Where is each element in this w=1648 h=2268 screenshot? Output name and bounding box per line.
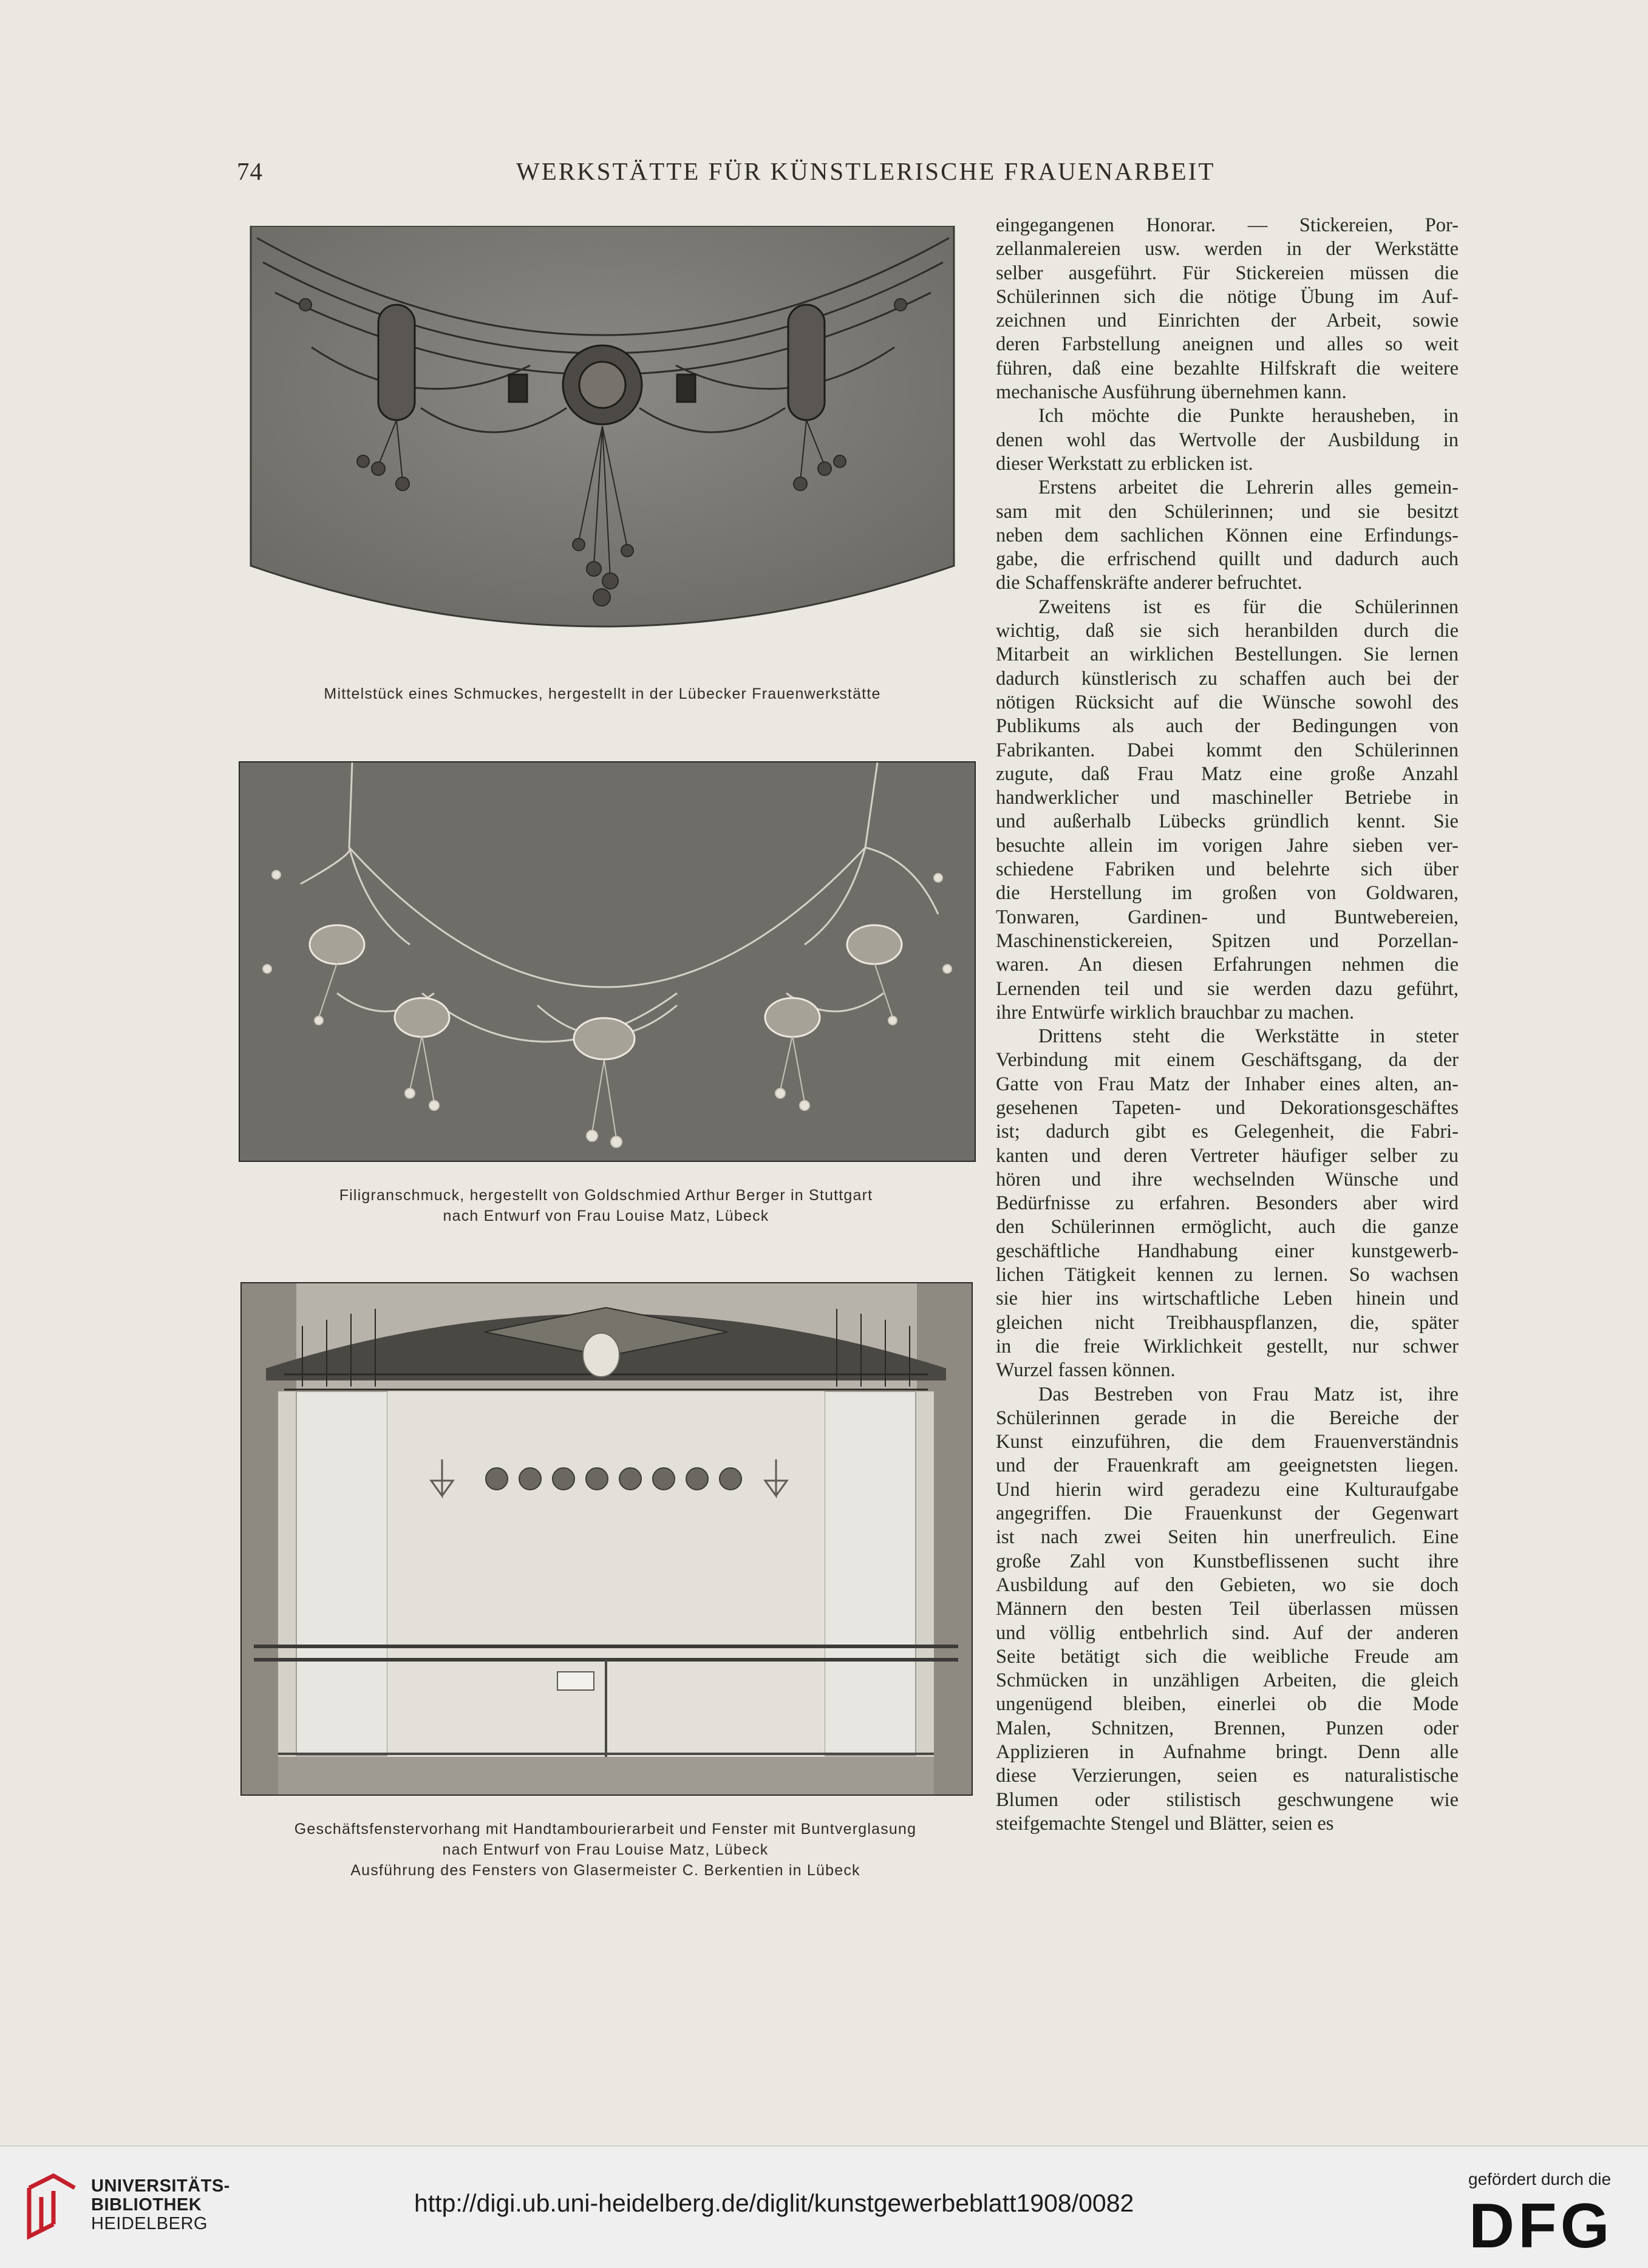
body-text-line: gleichen nicht Treibhauspflanzen, die, später <box>996 1311 1459 1334</box>
caption-line: nach Entwurf von Frau Louise Matz, Lübeck <box>442 1841 769 1858</box>
body-text-line: zellanmalereien usw. werden in der Werkstätte <box>996 238 1459 260</box>
digitization-footer <box>0 2145 1648 2268</box>
jewellery-photo <box>239 226 966 653</box>
library-name <box>91 2177 230 2233</box>
dfg-logo-icon <box>1466 2196 1624 2252</box>
caption-line: Geschäftsfenstervorhang mit Handtambourierarbeit und Fenster mit Buntverglasung <box>294 1821 917 1838</box>
body-text-line: besuchte allein im vorigen Jahre sieben ver- <box>996 834 1459 857</box>
body-text-line: dadurch künstlerisch zu schaffen auch bei der <box>996 667 1459 690</box>
library-name-line: BIBLIOTHEK <box>91 2195 202 2215</box>
dfg-logo-text: DFG <box>1469 2196 1613 2252</box>
figure-filigree-necklace <box>239 761 976 1162</box>
library-name-line: UNIVERSITÄTS- <box>91 2176 230 2196</box>
body-text-line: Mitarbeit an wirklichen Bestellungen. Sie lernen <box>996 643 1459 666</box>
body-text-line: dieser Werkstatt zu erblicken ist. <box>996 452 1253 475</box>
body-text-line: die Herstellung im großen von Goldwaren, <box>996 882 1459 905</box>
figure-caption-1 <box>239 684 966 704</box>
body-text-line: Schülerinnen gerade in die Bereiche der <box>996 1407 1459 1429</box>
body-text-line: kanten und deren Vertreter häufiger selber zu <box>996 1144 1459 1167</box>
figure-shop-window <box>240 1282 973 1796</box>
body-text-line: gabe, die erfrischend quillt und dadurch auch <box>996 548 1459 571</box>
body-text-line: diese Verzierungen, seien es naturalistische <box>996 1765 1459 1787</box>
body-text-line: Männern den besten Teil überlassen müssen <box>996 1598 1459 1620</box>
caption-line: nach Entwurf von Frau Louise Matz, Lübeck <box>443 1207 769 1224</box>
university-library-logo-icon <box>17 2170 84 2243</box>
body-text-line: Lernenden teil und sie werden dazu geführt, <box>996 977 1459 1000</box>
caption-line: Ausführung des Fensters von Glasermeister C. Berkentien in Lübeck <box>350 1862 860 1879</box>
article-body-column <box>996 214 1459 1836</box>
body-text-line: zugute, daß Frau Matz eine große Anzahl <box>996 762 1459 785</box>
body-text-line: den Schülerinnen ermöglicht, auch die ganze <box>996 1216 1459 1238</box>
body-text-line: Wurzel fassen können. <box>996 1359 1176 1382</box>
body-text-line: ist nach zwei Seiten hin unerfreulich. Eine <box>996 1526 1459 1549</box>
shop-window-photo <box>242 1283 972 1794</box>
body-text-line: Zweitens ist es für die Schülerinnen <box>1038 596 1459 618</box>
body-text-line: Gatte von Frau Matz der Inhaber eines alten, an- <box>996 1073 1459 1095</box>
permalink-url[interactable]: http://digi.ub.uni-heidelberg.de/diglit/kunstgewerbeblatt1908/0082 <box>414 2189 1134 2217</box>
body-text-line: gesehenen Tapeten- und Dekorationsgeschäftes <box>996 1096 1459 1119</box>
body-text-line: Publikums als auch der Bedingungen von <box>996 715 1459 738</box>
body-text-line: ungenügend bleiben, einerlei ob die Mode <box>996 1693 1459 1716</box>
body-text-line: Schmücken in unzähligen Arbeiten, die gleich <box>996 1669 1459 1692</box>
body-text-line: Blumen oder stilistisch geschwungene wie <box>996 1788 1459 1811</box>
body-text-line: Malen, Schnitzen, Brennen, Punzen oder <box>996 1717 1459 1739</box>
body-text-line: Schülerinnen sich die nötige Übung im Auf- <box>996 285 1459 308</box>
body-text-line: in die freie Wirklichkeit gestellt, nur schwer <box>996 1335 1459 1357</box>
figure-caption-3 <box>240 1819 970 1881</box>
body-text-line: Und hierin wird geradezu eine Kulturaufgabe <box>996 1478 1459 1501</box>
running-title: WERKSTÄTTE FÜR KÜNSTLERISCHE FRAUENARBEIT <box>516 157 1216 185</box>
body-text-line: schiedene Fabriken und belehrte sich über <box>996 858 1459 881</box>
body-text-line: steifgemachte Stengel und Blätter, seien es <box>996 1812 1334 1835</box>
body-text-line: Seite betätigt sich die weibliche Freude am <box>996 1645 1459 1668</box>
body-text-line: Kunst einzuführen, die dem Frauenverständnis <box>996 1431 1459 1453</box>
body-text-line: deren Farbstellung aneignen und alles so weit <box>996 333 1459 356</box>
page-number: 74 <box>237 157 263 185</box>
body-text-line: handwerklicher und maschineller Betriebe in <box>996 787 1459 809</box>
body-text-line: Ich möchte die Punkte herausheben, in <box>1038 405 1459 427</box>
body-text-line: wichtig, daß sie sich heranbilden durch die <box>996 620 1459 642</box>
body-text-line: Verbindung mit einem Geschäftsgang, da der <box>996 1049 1459 1071</box>
body-text-line: und völlig entbehrlich sind. Auf der anderen <box>996 1621 1459 1644</box>
body-text-line: die Schaffenskräfte anderer befruchtet. <box>996 572 1302 594</box>
body-text-line: geschäftliche Handhabung einer kunstgewerb- <box>996 1240 1459 1262</box>
figure-jewellery-centerpiece <box>239 226 966 653</box>
body-text-line: denen wohl das Wertvolle der Ausbildung in <box>996 429 1459 451</box>
library-name-line: HEIDELBERG <box>91 2214 208 2233</box>
figure-caption-2 <box>239 1185 973 1226</box>
body-text-line: sie hier ins wirtschaftliche Leben hinein und <box>996 1288 1459 1310</box>
body-text-line: neben dem sachlichen Können eine Erfindungs- <box>996 524 1459 546</box>
body-text-line: eingegangenen Honorar. — Stickereien, Por- <box>996 214 1459 236</box>
body-text-line: führen, daß eine bezahlte Hilfskraft die weitere <box>996 357 1459 379</box>
body-text-line: lichen Tätigkeit kennen zu lernen. So wachsen <box>996 1264 1459 1286</box>
body-text-line: und der Frauenkraft am geeignetsten liegen. <box>996 1455 1459 1477</box>
necklace-photo <box>240 762 975 1161</box>
body-text-line: zeichnen und Einrichten der Arbeit, sowie <box>996 310 1459 332</box>
body-text-line: hören und ihre wechselnden Wünsche und <box>996 1168 1459 1190</box>
caption-line: Mittelstück eines Schmuckes, hergestellt in der Lübecker Frauenwerkstätte <box>324 685 881 702</box>
body-text-line: waren. An diesen Erfahrungen nehmen die <box>996 954 1459 976</box>
body-text-line: ihre Entwürfe wirklich brauchbar zu machen. <box>996 1001 1355 1024</box>
body-text-line: Fabrikanten. Dabei kommt den Schülerinnen <box>996 739 1459 761</box>
body-text-line: Ausbildung auf den Gebieten, wo sie doch <box>996 1574 1459 1596</box>
caption-line: Filigranschmuck, hergestellt von Goldschmied Arthur Berger in Stuttgart <box>339 1187 873 1204</box>
body-text-line: Das Bestreben von Frau Matz ist, ihre <box>1038 1383 1459 1405</box>
body-text-line: selber ausgeführt. Für Stickereien müssen die <box>996 262 1459 284</box>
body-text-line: Tonwaren, Gardinen- und Buntwebereien, <box>996 906 1459 928</box>
body-text-line: Bedürfnisse zu erfahren. Besonders aber wird <box>996 1192 1459 1215</box>
funding-note: gefördert durch die <box>1468 2170 1612 2188</box>
body-text-line: nötigen Rücksicht auf die Wünsche sowohl des <box>996 691 1459 713</box>
body-text-line: mechanische Ausführung übernehmen kann. <box>996 381 1347 404</box>
body-text-line: sam mit den Schülerinnen; und sie besitzt <box>996 500 1459 523</box>
body-text-line: große Zahl von Kunstbeflissenen sucht ihre <box>996 1550 1459 1572</box>
body-text-line: Erstens arbeitet die Lehrerin alles gemein- <box>1038 477 1459 499</box>
body-text-line: Maschinenstickereien, Spitzen und Porzellan- <box>996 929 1459 952</box>
body-text-line: angegriffen. Die Frauenkunst der Gegenwart <box>996 1502 1459 1525</box>
body-text-line: ist; dadurch gibt es Gelegenheit, die Fabri- <box>996 1121 1459 1143</box>
body-text-line: Drittens steht die Werkstätte in steter <box>1038 1025 1459 1048</box>
body-text-line: und außerhalb Lübecks gründlich kennt. Sie <box>996 810 1459 833</box>
body-text-line: Applizieren in Aufnahme bringt. Denn alle <box>996 1741 1459 1763</box>
